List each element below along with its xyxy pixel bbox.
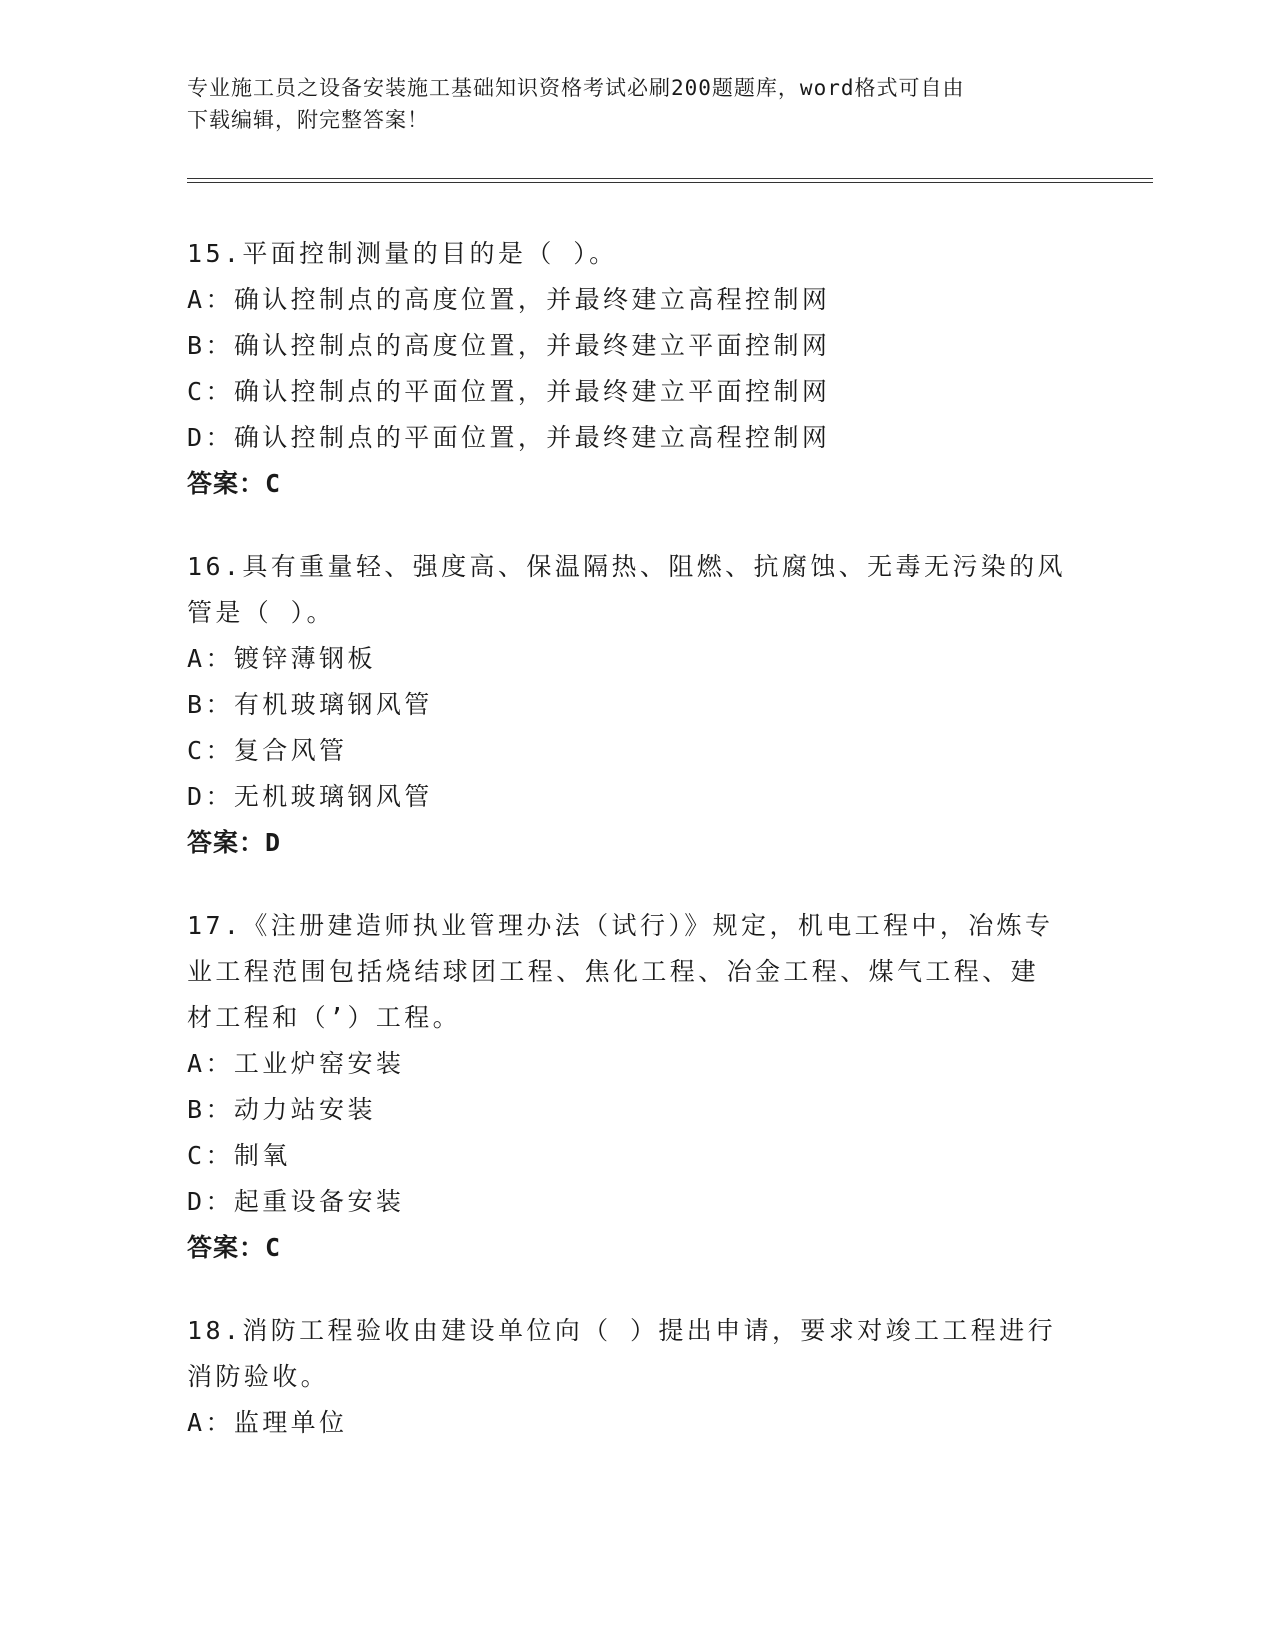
option-c: C：复合风管 — [187, 736, 348, 765]
option-d: D：确认控制点的平面位置，并最终建立高程控制网 — [187, 423, 831, 452]
question-15 — [187, 231, 1087, 507]
question-16 — [187, 544, 1087, 866]
header-line-2: 下载编辑，附完整答案！ — [187, 108, 429, 132]
question-text-continued: 管是（ ）。 — [187, 598, 335, 627]
question-text: 15.平面控制测量的目的是（ ）。 — [187, 239, 618, 268]
option-a: A：确认控制点的高度位置，并最终建立高程控制网 — [187, 285, 831, 314]
answer: 答案：C — [187, 469, 282, 498]
option-c: C：确认控制点的平面位置，并最终建立平面控制网 — [187, 377, 831, 406]
option-b: B：有机玻璃钢风管 — [187, 690, 433, 719]
header-line-1: 专业施工员之设备安装施工基础知识资格考试必刷200题题库，word格式可自由 — [187, 76, 965, 100]
option-d: D：无机玻璃钢风管 — [187, 782, 433, 811]
question-text: 16.具有重量轻、强度高、保温隔热、阻燃、抗腐蚀、无毒无污染的风 — [187, 552, 1066, 581]
option-d: D：起重设备安装 — [187, 1187, 405, 1216]
answer: 答案：D — [187, 828, 282, 857]
question-text-continued: 消防验收。 — [187, 1362, 330, 1391]
question-text: 17.《注册建造师执业管理办法（试行）》规定，机电工程中，冶炼专 — [187, 911, 1054, 940]
option-c: C：制氧 — [187, 1141, 291, 1170]
option-b: B：动力站安装 — [187, 1095, 376, 1124]
question-text-continued: 业工程范围包括烧结球团工程、焦化工程、冶金工程、煤气工程、建 — [187, 957, 1040, 986]
header-divider — [187, 178, 1153, 183]
answer: 答案：C — [187, 1233, 282, 1262]
option-b: B：确认控制点的高度位置，并最终建立平面控制网 — [187, 331, 831, 360]
question-17 — [187, 903, 1087, 1271]
document-header — [187, 72, 1067, 136]
option-a: A：监理单位 — [187, 1408, 348, 1437]
question-text: 18.消防工程验收由建设单位向（ ）提出申请，要求对竣工工程进行 — [187, 1316, 1057, 1345]
question-list — [187, 231, 1087, 1483]
option-a: A：工业炉窑安装 — [187, 1049, 405, 1078]
option-a: A：镀锌薄钢板 — [187, 644, 376, 673]
question-text-continued: 材工程和（’）工程。 — [187, 1003, 462, 1032]
question-18 — [187, 1308, 1087, 1446]
